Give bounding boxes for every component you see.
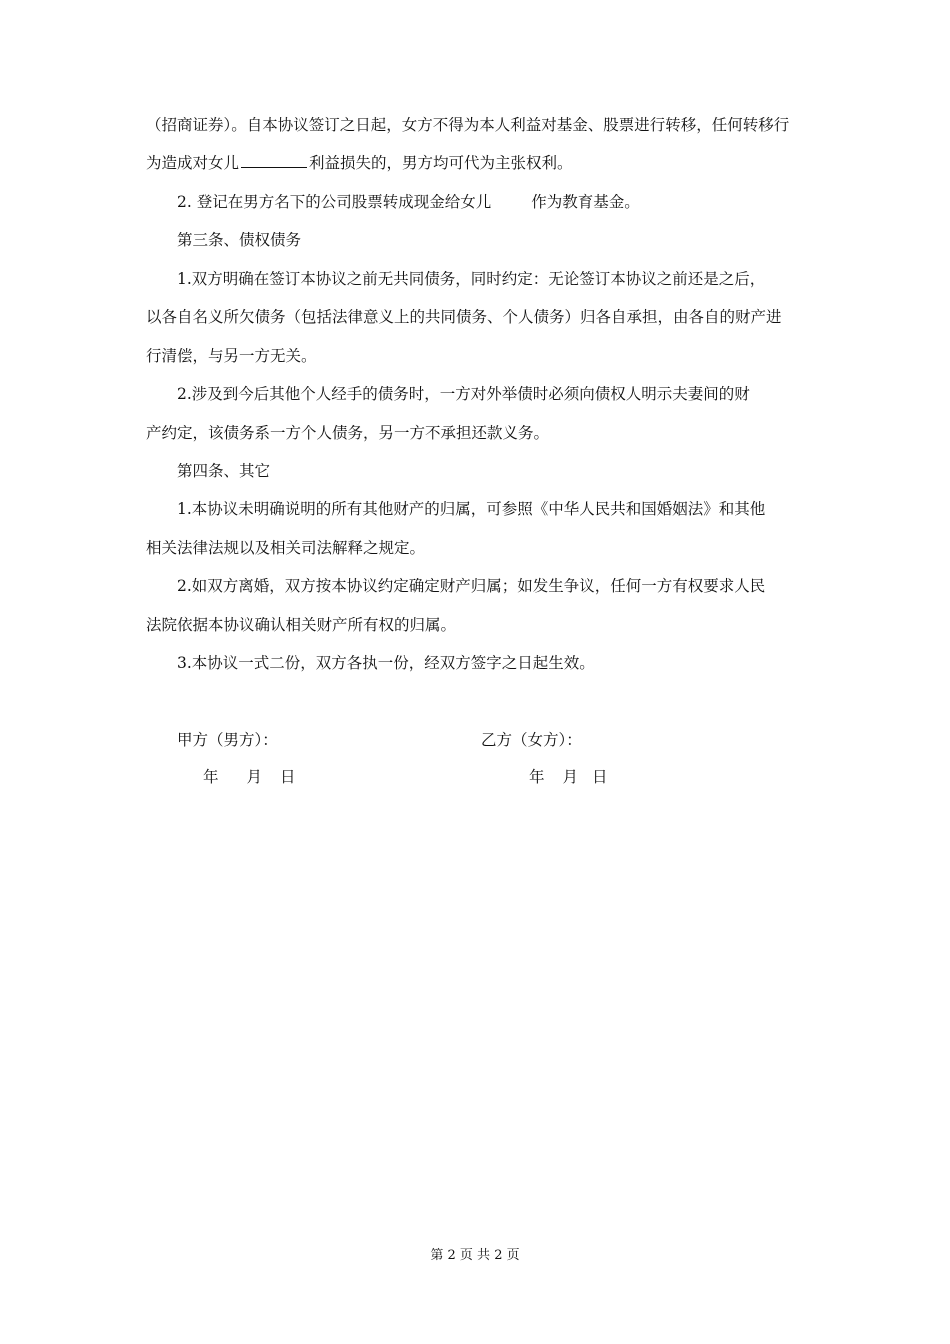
text-fragment: 利益损失的，男方均可代为主张权利。 bbox=[309, 154, 573, 172]
paragraph-line: 以各自名义所欠债务（包括法律意义上的共同债务、个人债务）归各自承担，由各自的财产进 bbox=[146, 308, 782, 326]
paragraph-line: 1.双方明确在签订本协议之前无共同债务，同时约定：无论签订本协议之前还是之后， bbox=[177, 270, 766, 288]
paragraph-line: 法院依据本协议确认相关财产所有权的归属。 bbox=[146, 616, 457, 634]
fill-in-blank bbox=[241, 152, 307, 168]
day-label: 日 bbox=[280, 768, 296, 786]
party-b-signature: 乙方（女方）： bbox=[481, 731, 582, 749]
day-label: 日 bbox=[592, 768, 608, 786]
month-label: 月 bbox=[562, 768, 579, 786]
paragraph-line: 产约定，该债务系一方个人债务，另一方不承担还款义务。 bbox=[146, 424, 550, 442]
party-a-signature: 甲方（男方）： bbox=[177, 731, 278, 749]
paragraph-line: （招商证券）。自本协议签订之日起，女方不得为本人利益对基金、股票进行转移，任何转移行 bbox=[146, 116, 790, 134]
month-label: 月 bbox=[246, 768, 263, 786]
paragraph-line: 相关法律法规以及相关司法解释之规定。 bbox=[146, 539, 426, 557]
party-a-date bbox=[203, 766, 296, 788]
section-heading: 第三条、债权债务 bbox=[177, 231, 302, 249]
page-number-footer: 第 2 页 共 2 页 bbox=[430, 1248, 520, 1263]
paragraph-line: 2.涉及到今后其他个人经手的债务时，一方对外举债时必须向债权人明示夫妻间的财 bbox=[177, 385, 750, 403]
section-heading: 第四条、其它 bbox=[177, 462, 271, 480]
paragraph-line bbox=[177, 191, 806, 213]
paragraph-line: 行清偿，与另一方无关。 bbox=[146, 347, 317, 365]
party-b-date bbox=[529, 766, 608, 788]
paragraph-line: 3.本协议一式二份，双方各执一份，经双方签字之日起生效。 bbox=[177, 654, 595, 672]
paragraph-line: 1.本协议未明确说明的所有其他财产的归属，可参照《中华人民共和国婚姻法》和其他 bbox=[177, 500, 766, 518]
paragraph-line bbox=[146, 152, 806, 174]
text-fragment: 作为教育基金。 bbox=[531, 193, 640, 211]
year-label: 年 bbox=[529, 768, 545, 786]
paragraph-line: 2.如双方离婚，双方按本协议约定确定财产归属；如发生争议，任何一方有权要求人民 bbox=[177, 577, 766, 595]
text-fragment: 为造成对女儿 bbox=[146, 154, 240, 172]
text-fragment: 2. 登记在男方名下的公司股票转成现金给女儿 bbox=[177, 193, 492, 211]
year-label: 年 bbox=[203, 768, 219, 786]
